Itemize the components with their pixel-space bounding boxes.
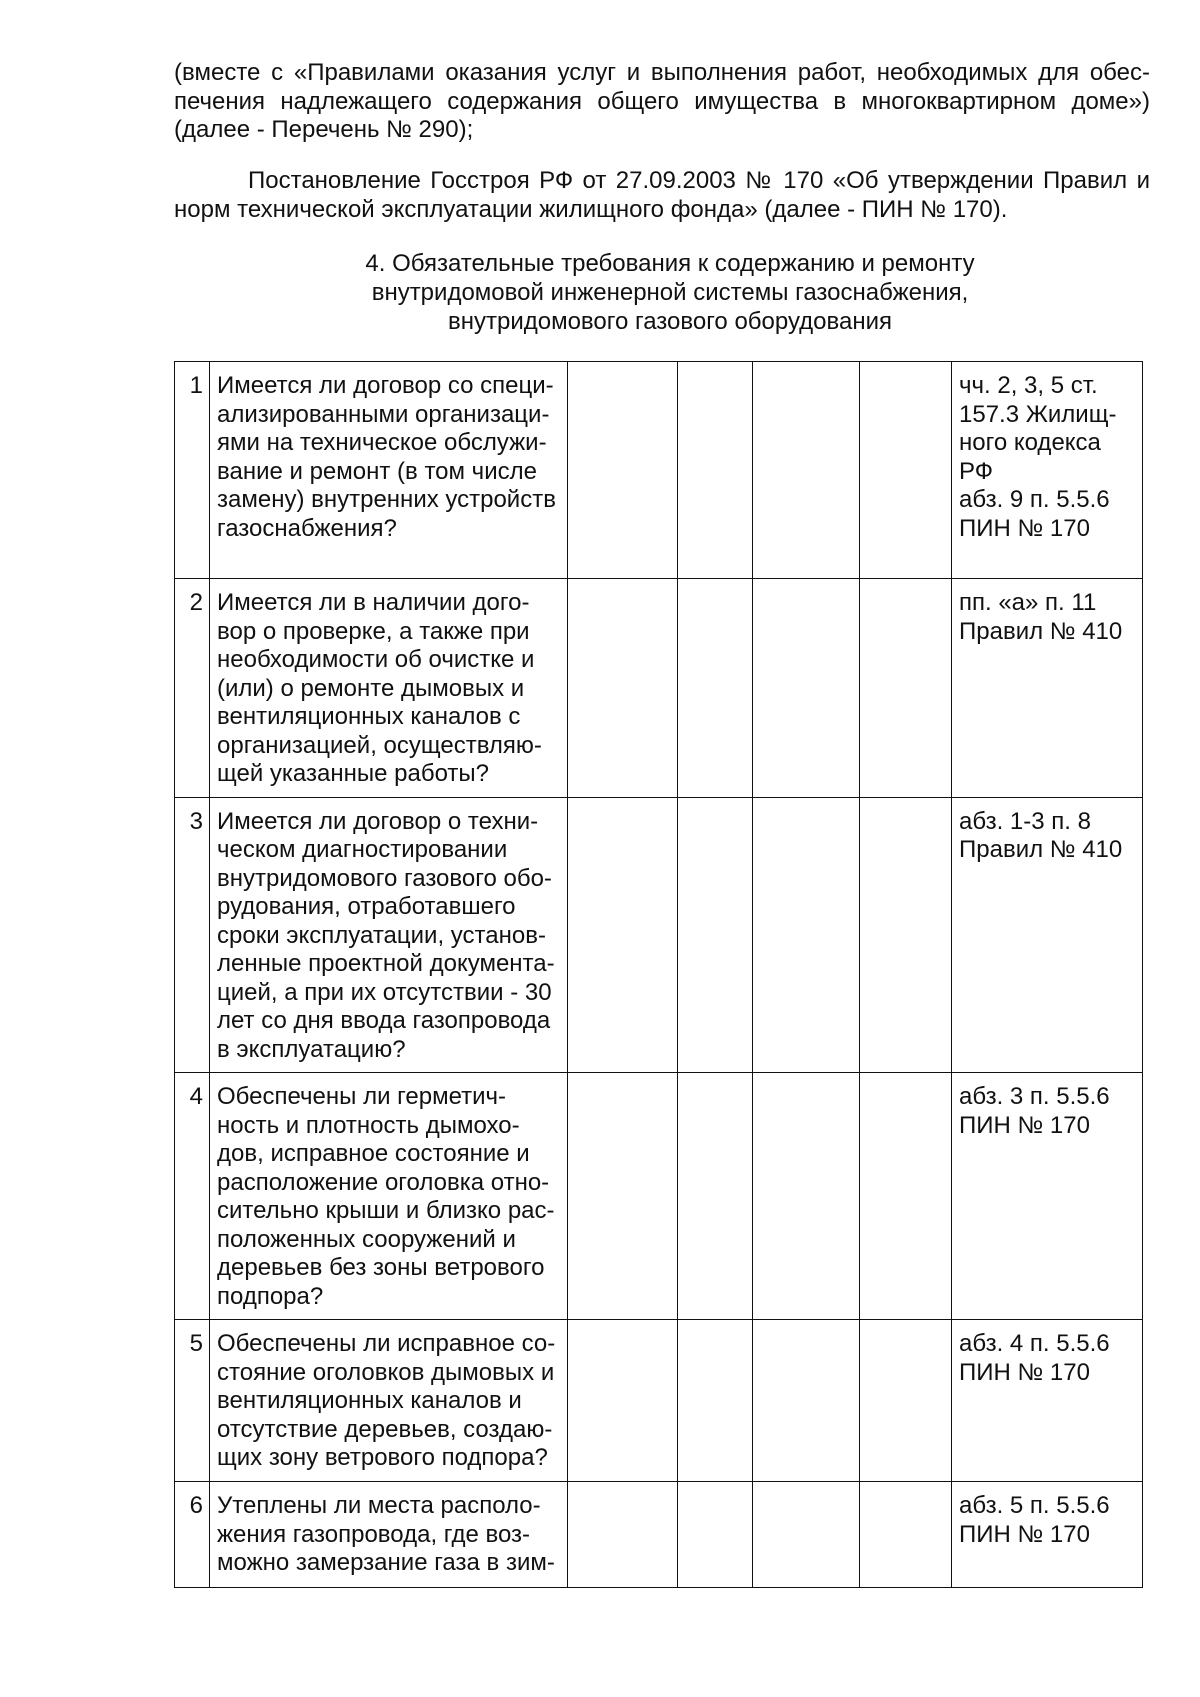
- reference-line: ПИН № 170: [959, 1111, 1090, 1139]
- reference-line: абз. 3 п. 5.5.6: [959, 1083, 1110, 1110]
- question-line: дов, исправное состояние и: [217, 1140, 530, 1167]
- question-line: в эксплуатацию?: [217, 1035, 406, 1063]
- question-line: (или) о ремонте дымовых и: [217, 674, 525, 702]
- answer-cell: [678, 1320, 753, 1482]
- row-number: 2: [175, 579, 210, 798]
- question-line: замену) внутренних устройств: [217, 486, 556, 513]
- gosstroy-line: норм технической эксплуатации жилищного фонда» (далее - ПИН № 170).: [174, 195, 1008, 223]
- reference-line: 157.3 Жилищ-: [959, 400, 1117, 428]
- gosstroy-paragraph: [174, 167, 1150, 224]
- question-line: вор о проверке, а также при: [217, 617, 530, 645]
- question-line: щей указанные работы?: [217, 760, 489, 787]
- section-heading-line: внутридомового газового оборудования: [447, 308, 893, 335]
- row-number: 6: [175, 1482, 210, 1588]
- reference-cell: [952, 1320, 1143, 1482]
- row-number: 5: [175, 1320, 210, 1482]
- reference-cell: [952, 1073, 1143, 1320]
- answer-cell: [753, 797, 860, 1073]
- question-line: Утеплены ли места располо-: [217, 1492, 541, 1519]
- reference-line: абз. 1-3 п. 8: [959, 807, 1091, 835]
- question-line: Имеется ли договор со специ-: [217, 372, 554, 399]
- gosstroy-line: [174, 167, 1150, 196]
- question-line: Имеется ли в наличии дого-: [217, 589, 530, 616]
- reference-line: абз. 5 п. 5.5.6: [959, 1492, 1110, 1519]
- question-line: ализированными организаци-: [217, 400, 550, 428]
- table-row: [175, 579, 1143, 798]
- question-line: вание и ремонт (в том числе: [217, 457, 537, 485]
- answer-cell: [860, 1482, 952, 1588]
- reference-cell: [952, 797, 1143, 1073]
- table-row: [175, 1482, 1143, 1588]
- table-row: [175, 1320, 1143, 1482]
- question-line: ность и плотность дымохо-: [217, 1111, 520, 1139]
- question-cell: [210, 797, 568, 1073]
- section-heading-line: 4. Обязательные требования к содержанию и ремонту: [365, 250, 975, 277]
- reference-line: ПИН № 170: [959, 514, 1090, 542]
- section-heading-line: внутридомовой инженерной системы газоснабжения,: [371, 279, 969, 306]
- intro-paragraph: [174, 59, 1150, 145]
- question-line: рудования, отработавшего: [217, 893, 516, 920]
- question-line: подпора?: [217, 1282, 324, 1310]
- answer-cell: [753, 1482, 860, 1588]
- answer-cell: [568, 1073, 678, 1320]
- reference-cell: [952, 579, 1143, 798]
- answer-cell: [678, 362, 753, 579]
- reference-line: Правил № 410: [959, 617, 1123, 645]
- question-line: внутридомового газового обо-: [217, 864, 552, 892]
- answer-cell: [860, 1320, 952, 1482]
- reference-line: Правил № 410: [959, 836, 1123, 863]
- reference-line: ПИН № 170: [959, 1358, 1090, 1386]
- question-cell: [210, 362, 568, 579]
- answer-cell: [568, 362, 678, 579]
- question-line: сроки эксплуатации, установ-: [217, 921, 546, 949]
- reference-line: абз. 9 п. 5.5.6: [959, 486, 1110, 513]
- intro-line: печения надлежащего содержания общего имущества в многоквартирном доме»): [174, 87, 1150, 115]
- question-line: жения газопровода, где воз-: [217, 1520, 531, 1548]
- question-line: положенных сооружений и: [217, 1225, 516, 1253]
- question-cell: [210, 1073, 568, 1320]
- question-line: ческом диагностировании: [217, 836, 508, 863]
- question-line: отсутствие деревьев, создаю-: [217, 1415, 553, 1443]
- question-line: щих зону ветрового подпора?: [217, 1444, 548, 1471]
- answer-cell: [753, 362, 860, 579]
- question-line: деревьев без зоны ветрового: [217, 1254, 545, 1281]
- question-line: необходимости об очистке и: [217, 646, 535, 673]
- answer-cell: [753, 579, 860, 798]
- row-number: 4: [175, 1073, 210, 1320]
- question-line: можно замерзание газа в зим-: [217, 1549, 555, 1576]
- answer-cell: [860, 362, 952, 579]
- question-cell: [210, 579, 568, 798]
- question-line: ями на техническое обслужи-: [217, 429, 547, 456]
- question-cell: [210, 1320, 568, 1482]
- question-line: цией, а при их отсутствии - 30: [217, 978, 552, 1006]
- answer-cell: [753, 1073, 860, 1320]
- gosstroy-line-text: Постановление Госстроя РФ от 27.09.2003 № 170 «Об утверждении Правил и: [248, 167, 1150, 194]
- answer-cell: [860, 797, 952, 1073]
- answer-cell: [678, 1482, 753, 1588]
- question-line: вентиляционных каналов и: [217, 1387, 522, 1414]
- answer-cell: [568, 1320, 678, 1482]
- question-line: Обеспечены ли герметич-: [217, 1083, 507, 1110]
- reference-line: абз. 4 п. 5.5.6: [959, 1330, 1110, 1357]
- question-cell: [210, 1482, 568, 1588]
- reference-line: ПИН № 170: [959, 1520, 1090, 1548]
- question-line: Обеспечены ли исправное со-: [217, 1330, 556, 1357]
- answer-cell: [678, 1073, 753, 1320]
- intro-line: (далее - Перечень № 290);: [174, 116, 474, 143]
- answer-cell: [678, 797, 753, 1073]
- question-line: стояние оголовков дымовых и: [217, 1358, 555, 1386]
- answer-cell: [753, 1320, 860, 1482]
- reference-line: ного кодекса: [959, 429, 1101, 456]
- requirements-table-body: [175, 362, 1143, 1588]
- intro-line: (вместе с «Правилами оказания услуг и выполнения работ, необходимых для обес-: [174, 59, 1150, 86]
- question-line: организацией, осуществляю-: [217, 731, 542, 759]
- table-row: [175, 1073, 1143, 1320]
- reference-cell: [952, 362, 1143, 579]
- question-line: расположение оголовка отно-: [217, 1168, 550, 1196]
- question-line: вентиляционных каналов с: [217, 703, 521, 730]
- question-line: сительно крыши и близко рас-: [217, 1197, 555, 1224]
- answer-cell: [568, 1482, 678, 1588]
- question-line: Имеется ли договор о техни-: [217, 807, 539, 835]
- question-line: газоснабжения?: [217, 514, 397, 542]
- reference-line: РФ: [959, 457, 993, 485]
- question-line: лет со дня ввода газопровода: [217, 1007, 551, 1034]
- section-heading: [300, 249, 1040, 336]
- answer-cell: [678, 579, 753, 798]
- answer-cell: [568, 797, 678, 1073]
- reference-line: чч. 2, 3, 5 ст.: [959, 372, 1098, 399]
- row-number: 1: [175, 362, 210, 579]
- row-number: 3: [175, 797, 210, 1073]
- answer-cell: [860, 1073, 952, 1320]
- requirements-table: [174, 361, 1143, 1588]
- table-row: [175, 362, 1143, 579]
- answer-cell: [860, 579, 952, 798]
- reference-cell: [952, 1482, 1143, 1588]
- answer-cell: [568, 579, 678, 798]
- reference-line: пп. «а» п. 11: [959, 589, 1097, 616]
- table-row: [175, 797, 1143, 1073]
- question-line: ленные проектной документа-: [217, 950, 555, 977]
